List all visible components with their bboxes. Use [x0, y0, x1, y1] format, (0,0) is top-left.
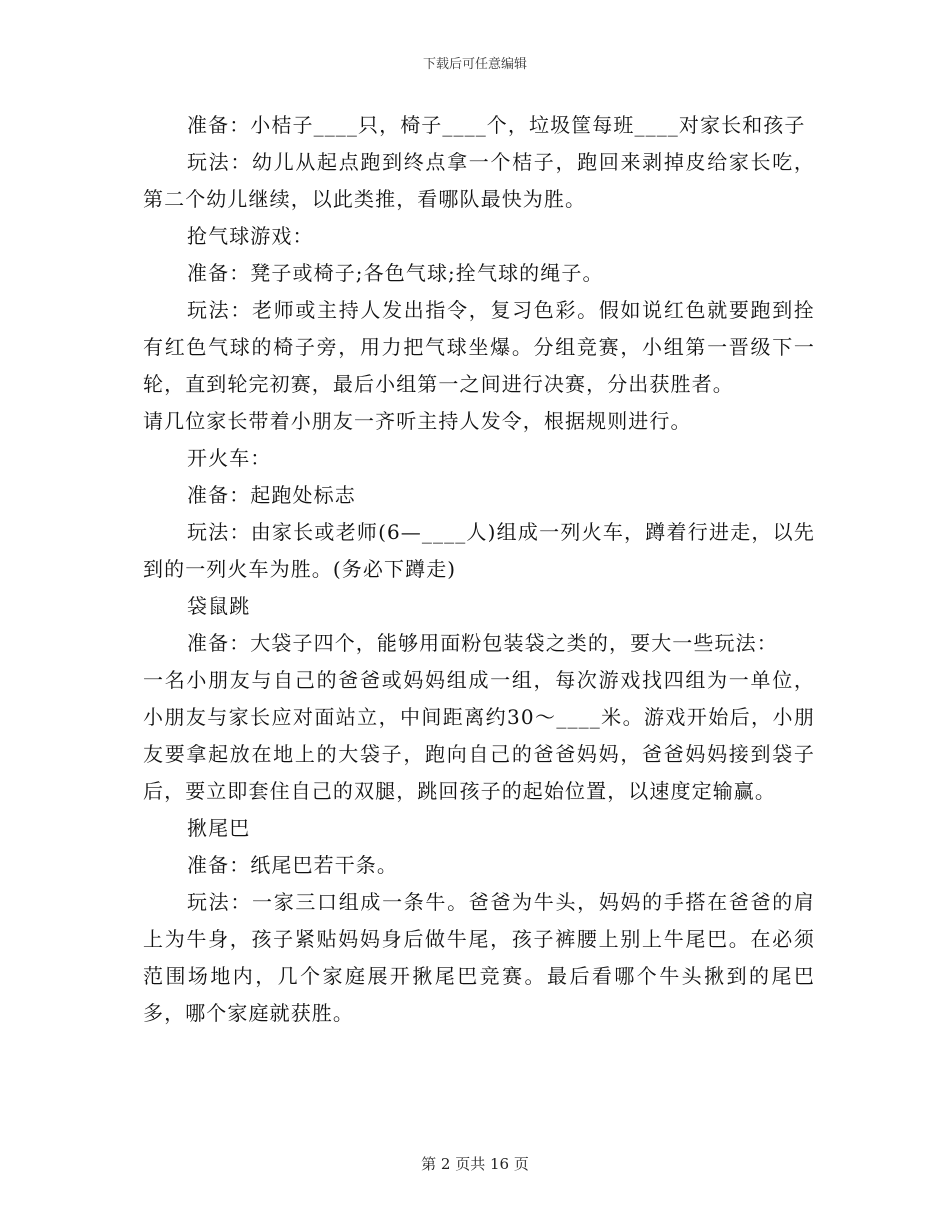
paragraph-kangaroo-rules: 一名小朋友与自己的爸爸或妈妈组成一组，每次游戏找四组为一单位，小朋友与家长应对面站立，中间距离约30～____米。游戏开始后，小朋友要拿起放在地上的大袋子，跑向自己的爸爸妈妈，爸爸妈妈接到袋子后，要立即套住自己的双腿，跳回孩子的起始位置，以速度定输赢。	[143, 668, 815, 803]
paragraph-train-preparation: 准备：起跑处标志	[187, 483, 356, 507]
paragraph-orange-race-preparation: 准备：小桔子____只，椅子____个，垃圾筐每班____对家长和孩子	[187, 113, 806, 137]
section-heading-balloon-game: 抢气球游戏：	[187, 224, 314, 248]
page-number: 第 2 页共 16 页	[421, 1155, 529, 1173]
paragraph-balloon-note: 请几位家长带着小朋友一齐听主持人发令，根据规则进行。	[143, 409, 692, 433]
section-heading-tail-grab: 揪尾巴	[187, 816, 251, 840]
paragraph-orange-race-rules: 玩法：幼儿从起点跑到终点拿一个桔子，跑回来剥掉皮给家长吃，第二个幼儿继续，以此类推，看哪队最快为胜。	[143, 150, 815, 211]
section-heading-kangaroo-jump: 袋鼠跳	[187, 594, 251, 618]
paragraph-tail-rules: 玩法：一家三口组成一条牛。爸爸为牛头，妈妈的手搭在爸爸的肩上为牛身，孩子紧贴妈妈身后做牛尾，孩子裤腰上别上牛尾巴。在必须范围场地内，几个家庭展开揪尾巴竞赛。最后看哪个牛头揪到的尾巴多，哪个家庭就获胜。	[143, 890, 815, 1025]
paragraph-balloon-rules: 玩法：老师或主持人发出指令，复习色彩。假如说红色就要跑到拴有红色气球的椅子旁，用力把气球坐爆。分组竞赛，小组第一晋级下一轮，直到轮完初赛，最后小组第一之间进行决赛，分出获胜者。	[143, 298, 815, 396]
document-body	[143, 107, 815, 1032]
paragraph-train-rules: 玩法：由家长或老师(6—____人)组成一列火车，蹲着行进走，以先到的一列火车为胜。(务必下蹲走)	[143, 520, 815, 581]
section-heading-train-game: 开火车：	[187, 446, 272, 470]
paragraph-balloon-preparation: 准备：凳子或椅子;各色气球;拴气球的绳子。	[187, 261, 604, 285]
paragraph-tail-preparation: 准备：纸尾巴若干条。	[187, 853, 398, 877]
paragraph-kangaroo-preparation: 准备：大袋子四个，能够用面粉包装袋之类的，要大一些玩法：	[187, 631, 778, 655]
page-header: 下载后可任意编辑	[422, 57, 527, 72]
